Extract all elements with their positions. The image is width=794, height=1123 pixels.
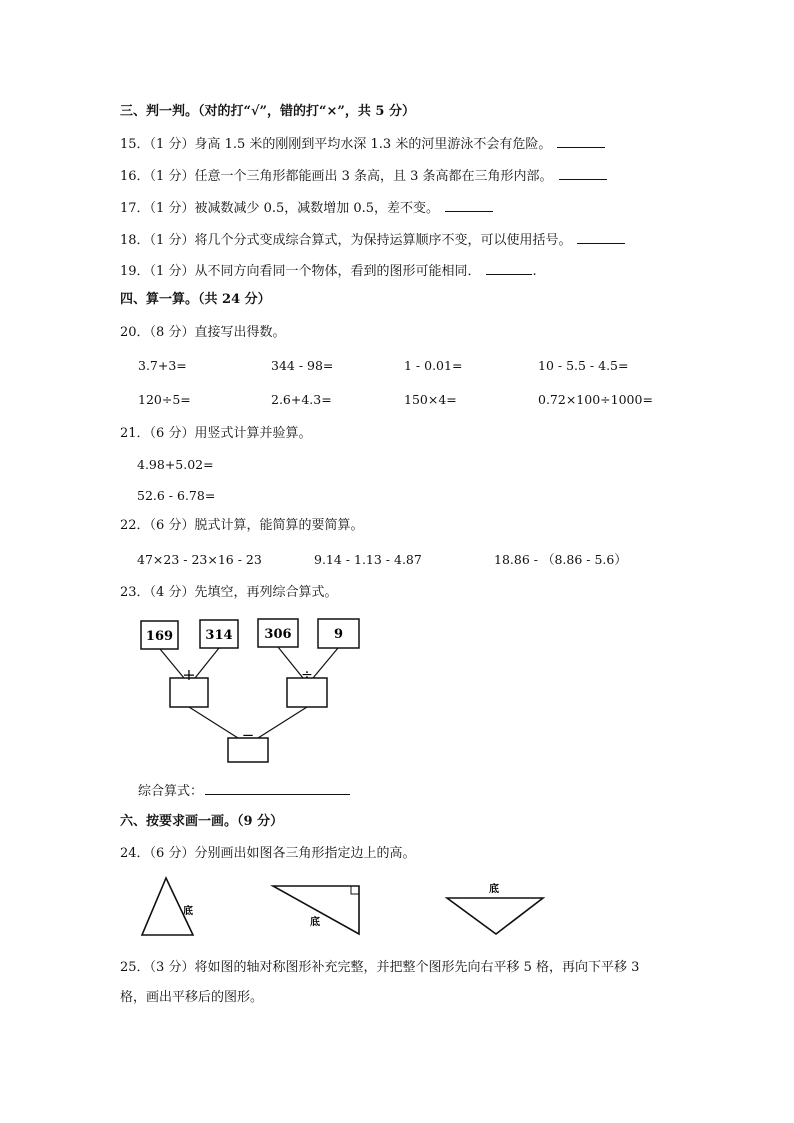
question-23-text: 23．（4 分）先填空，再列综合算式。	[120, 585, 338, 600]
calc-item: 2.6+4.3=	[271, 392, 332, 407]
calc-item: 344 - 98=	[271, 358, 334, 373]
section-6-title: 六、按要求画一画。（9 分）	[120, 814, 284, 829]
section-4-title: 四、算一算。（共 24 分）	[120, 292, 271, 307]
plus-operator: +	[182, 665, 196, 684]
divide-operator: ÷	[301, 667, 313, 683]
base-label-1: 底	[183, 906, 193, 917]
question-21-text: 21．（6 分）用竖式计算并验算。	[120, 426, 312, 441]
calc-item: 1 - 0.01=	[404, 358, 463, 373]
number-169: 169	[145, 629, 174, 644]
calc-item: 3.7+3=	[138, 358, 187, 373]
question-18-text: 18．（1 分）将几个分式变成综合算式，为保持运算顺序不变，可以使用括号。	[120, 233, 572, 248]
question-25-line-1: 25．（3 分）将如图的轴对称图形补充完整，并把整个图形先向右平移 5 格，再向下平移 3	[120, 960, 640, 975]
stepwise-calc-item: 9.14 - 1.13 - 4.87	[314, 552, 422, 567]
question-16-text: 16．（1 分）任意一个三角形都能画出 3 条高，且 3 条高都在三角形内部。	[120, 169, 553, 184]
question-15-text: 15．（1 分）身高 1.5 米的刚刚到平均水深 1.3 米的河里游泳不会有危险。	[120, 137, 552, 152]
number-306: 306	[264, 627, 292, 642]
stepwise-calc-item: 18.86 - （8.86 - 5.6）	[494, 552, 627, 567]
question-19-text: 19．（1 分）从不同方向看同一个物体，看到的图形可能相同．	[120, 264, 481, 279]
calc-item: 0.72×100÷1000=	[538, 392, 653, 407]
calc-item: 10 - 5.5 - 4.5=	[538, 358, 629, 373]
question-24-text: 24．（6 分）分别画出如图各三角形指定边上的高。	[120, 846, 416, 861]
question-25-line-2: 格，画出平移后的图形。	[120, 990, 264, 1005]
number-314: 314	[205, 628, 233, 643]
stepwise-calc-item: 47×23 - 23×16 - 23	[137, 552, 262, 567]
calc-item: 150×4=	[404, 392, 457, 407]
calc-item: 120÷5=	[138, 392, 191, 407]
minus-operator: −	[241, 726, 255, 744]
formula-line	[138, 782, 350, 800]
question-19-end: .	[532, 264, 537, 279]
question-22-text: 22．（6 分）脱式计算，能简算的要简算。	[120, 518, 364, 533]
number-9: 9	[333, 627, 344, 642]
question-17-text: 17．（1 分）被减数减少 0.5，减数增加 0.5，差不变。	[120, 201, 440, 216]
vertical-calc-item: 4.98+5.02=	[137, 457, 214, 472]
formula-label: 综合算式：	[138, 784, 204, 799]
base-label-2: 底	[310, 917, 320, 928]
section-3-title: 三、判一判。（对的打“√”，错的打“×”，共 5 分）	[120, 104, 415, 119]
vertical-calc-item: 52.6 - 6.78=	[137, 488, 216, 503]
formula-answer-blank[interactable]	[205, 782, 350, 795]
question-20-text: 20．（8 分）直接写出得数。	[120, 325, 286, 340]
base-label-3: 底	[489, 884, 499, 895]
